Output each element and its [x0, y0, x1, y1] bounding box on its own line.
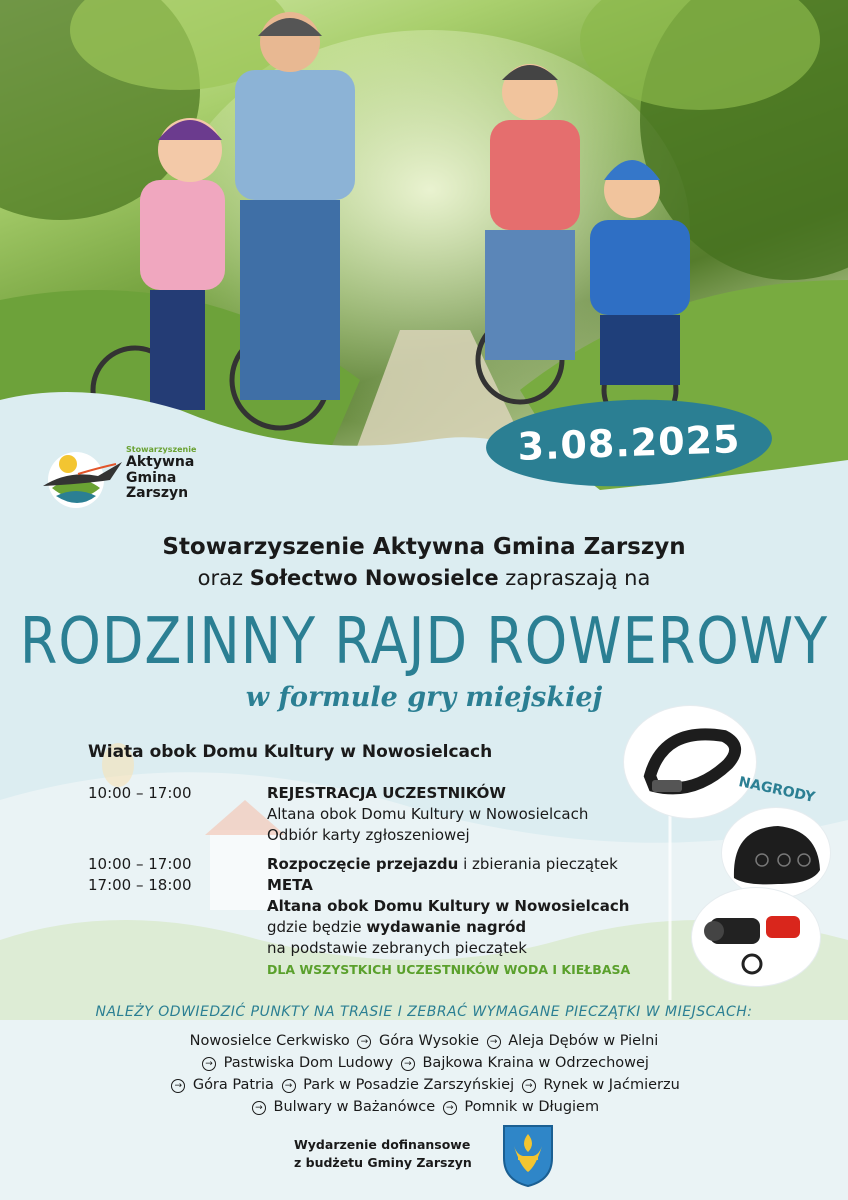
- stops-line-2: [0, 1052, 848, 1074]
- prize-bike-lights: [692, 888, 820, 986]
- stop-item: Pastwiska Dom Ludowy: [223, 1055, 394, 1071]
- schedule-line-1-2: Altana obok Domu Kultury w Nowosielcach: [267, 805, 589, 823]
- schedule-line-3-3-bold: wydawanie nagród: [366, 918, 527, 936]
- schedule-time-3: 17:00 – 18:00: [88, 876, 192, 894]
- stops-heading: NALEŻY ODWIEDZIĆ PUNKTY NA TRASIE I ZEBRAĆ WYMAGANE PIECZĄTKI W MIEJSCACH:: [95, 1004, 753, 1020]
- intro-line1: Stowarzyszenie Aktywna Gmina Zarszyn: [162, 534, 686, 560]
- schedule-line-1-3: Odbiór karty zgłoszeniowej: [267, 826, 470, 844]
- schedule-title-3: META: [267, 876, 313, 894]
- arrow-circle-icon: →: [282, 1079, 296, 1093]
- arrow-circle-icon: →: [202, 1057, 216, 1071]
- logo-line3: Gmina: [126, 469, 177, 486]
- logo-line2: Aktywna: [126, 453, 195, 470]
- bike-lights-icon: [692, 888, 820, 986]
- logo-line1: Stowarzyszenie: [126, 445, 197, 454]
- stops-line-4: [0, 1096, 848, 1118]
- arrow-circle-icon: →: [522, 1079, 536, 1093]
- bike-lock-icon: [624, 706, 756, 818]
- arrow-circle-icon: →: [401, 1057, 415, 1071]
- funding-line2: z budżetu Gminy Zarszyn: [294, 1155, 472, 1170]
- schedule-time-2: 10:00 – 17:00: [88, 855, 192, 873]
- funding-note: [294, 1136, 472, 1172]
- schedule-line-2: [267, 854, 618, 874]
- schedule-line-2-rest: i zbierania pieczątek: [458, 855, 618, 873]
- intro-line2: [0, 566, 848, 590]
- funding-line1: Wydarzenie dofinansowe: [294, 1137, 471, 1152]
- bike-cover-icon: [722, 808, 830, 898]
- intro-line2-bold: Sołectwo Nowosielce: [249, 566, 499, 590]
- schedule-line-3-5: DLA WSZYSTKICH UCZESTNIKÓW WODA I KIEŁBASA: [267, 962, 631, 977]
- prizes-label: NAGRODY: [737, 774, 817, 806]
- gmina-crest-icon: [500, 1122, 556, 1188]
- arrow-circle-icon: →: [487, 1035, 501, 1049]
- stop-item: Nowosielce Cerkwisko: [189, 1033, 350, 1049]
- arrow-circle-icon: →: [171, 1079, 185, 1093]
- intro-line2-suffix: zapraszają na: [498, 566, 651, 590]
- arrow-circle-icon: →: [443, 1101, 457, 1115]
- prize-bike-cover: [722, 808, 830, 898]
- intro-line2-prefix: oraz: [197, 566, 250, 590]
- stop-item: Góra Wysokie: [378, 1033, 479, 1049]
- schedule-line-3-3-prefix: gdzie będzie: [267, 918, 367, 936]
- arrow-circle-icon: →: [252, 1101, 266, 1115]
- event-place: Wiata obok Domu Kultury w Nowosielcach: [88, 742, 493, 762]
- stop-item: Rynek w Jaćmierzu: [543, 1077, 680, 1093]
- logo-text: [126, 446, 196, 502]
- stop-item: Bulwary w Bażanówce: [273, 1099, 436, 1115]
- father-cyclist: [232, 12, 355, 428]
- stop-item: Góra Patria: [192, 1077, 274, 1093]
- stop-item: Aleja Dębów w Pielni: [508, 1033, 659, 1049]
- event-subtitle: w formule gry miejskiej: [245, 682, 603, 713]
- schedule-line-3-2: Altana obok Domu Kultury w Nowosielcach: [267, 897, 630, 915]
- stop-item: Bajkowa Kraina w Odrzechowej: [422, 1055, 649, 1071]
- schedule-line-3-4: na podstawie zebranych pieczątek: [267, 939, 527, 957]
- stops-line-3: [0, 1074, 848, 1096]
- schedule-time-1: 10:00 – 17:00: [88, 784, 192, 802]
- logo-line4: Zarszyn: [126, 485, 189, 502]
- event-date: 3.08.2025: [516, 417, 742, 469]
- schedule-title-1: REJESTRACJA UCZESTNIKÓW: [267, 784, 506, 802]
- stops-line-1: [0, 1030, 848, 1052]
- stops-list: [0, 1030, 848, 1118]
- arrow-circle-icon: →: [357, 1035, 371, 1049]
- prize-bike-lock: [624, 706, 756, 818]
- event-title: RODZINNY RAJD ROWEROWY: [19, 604, 829, 679]
- schedule-line-2-bold: Rozpoczęcie przejazdu: [267, 855, 459, 873]
- schedule-line-3-3: [267, 917, 526, 937]
- stop-item: Park w Posadzie Zarszyńskiej: [303, 1077, 515, 1093]
- stop-item: Pomnik w Długiem: [464, 1099, 600, 1115]
